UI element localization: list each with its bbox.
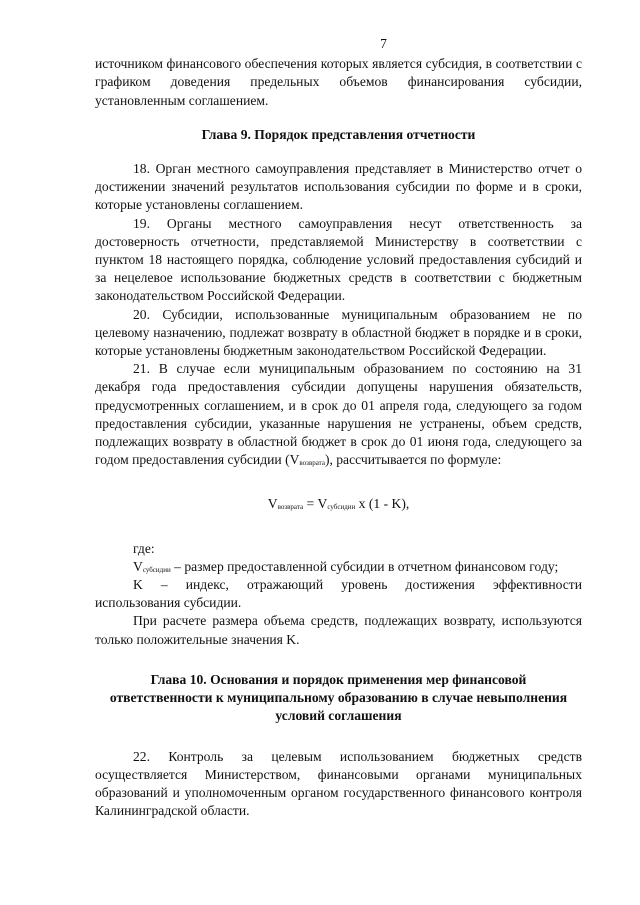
paragraph-22: 22. Контроль за целевым использованием бюджетных средств осуществляется Министерством, финансовыми органами муниципальных образований и уполномоченным органом государственного финансового контроля Калининградской области. [95, 748, 582, 819]
formula-equals: = V [303, 496, 328, 512]
paragraph-18: 18. Орган местного самоуправления представляет в Министерство отчет о достижении значений результатов использования субсидии по форме и в сроки, которые установлены соглашением. [95, 161, 582, 213]
definition-k: K – индекс, отражающий уровень достижения эффективности использования субсидии. [95, 577, 582, 611]
def-v-sub: субсидии [142, 565, 171, 574]
paragraph-21-end: ), рассчитывается по формуле: [324, 452, 502, 468]
paragraph-19: 19. Органы местного самоуправления несут ответственность за достоверность отчетности, представляемой Министерству в соответствии с пунктом 18 настоящего порядка, соблюдение условий предоставления субсидий и за нецелевое использование бюджетных средств в соответствии с бюджетным законодательством Российской Федерации. [95, 215, 582, 304]
return-formula [95, 495, 582, 513]
page-number: 7 [380, 36, 387, 51]
where-label: где: [133, 540, 155, 556]
v-return-subscript: возврата [299, 459, 325, 468]
definition-v-subsidy [95, 558, 582, 576]
def-v-text: – размер предоставленной субсидии в отчетном финансовом году; [170, 558, 559, 574]
intro-paragraph: источником финансового обеспечения которых является субсидия, в соответствии с графиком доведения предельных объемов финансирования субсидии, установленным соглашением. [95, 56, 582, 108]
def-v: V [133, 558, 143, 574]
formula-rest: х (1 - K), [355, 496, 410, 512]
positive-values-note: При расчете размера объема средств, подлежащих возврату, используются только положительные значения K. [95, 613, 582, 647]
paragraph-21 [95, 360, 582, 469]
chapter-9-heading: Глава 9. Порядок представления отчетности [201, 126, 476, 142]
formula-v: V [267, 496, 278, 512]
paragraph-21-text: 21. В случае если муниципальным образованием по состоянию на 31 декабря года предоставления субсидии допущены нарушения обязательств, предусмотренных соглашением, и в срок до 01 апреля года, следующего за годом предоставления субсидии, указанные нарушения не устранены, объем средств, подлежащих возврату в областной бюджет в срок до 01 июня года, следующего за годом предоставления субсидии (V [95, 361, 582, 468]
formula-sub-return: возврата [277, 503, 304, 512]
paragraph-20: 20. Субсидии, использованные муниципальным образованием не по целевому назначению, подлежат возврату в областной бюджет в порядке и в сроки, которые установлены бюджетным законодательством Российской Федерации. [95, 306, 582, 359]
formula-sub-subsidy: субсидии [327, 503, 356, 512]
chapter-10-heading: Глава 10. Основания и порядок применения мер финансовой ответственности к муниципальному образованию в случае невыполнения условий соглашения [109, 671, 568, 724]
